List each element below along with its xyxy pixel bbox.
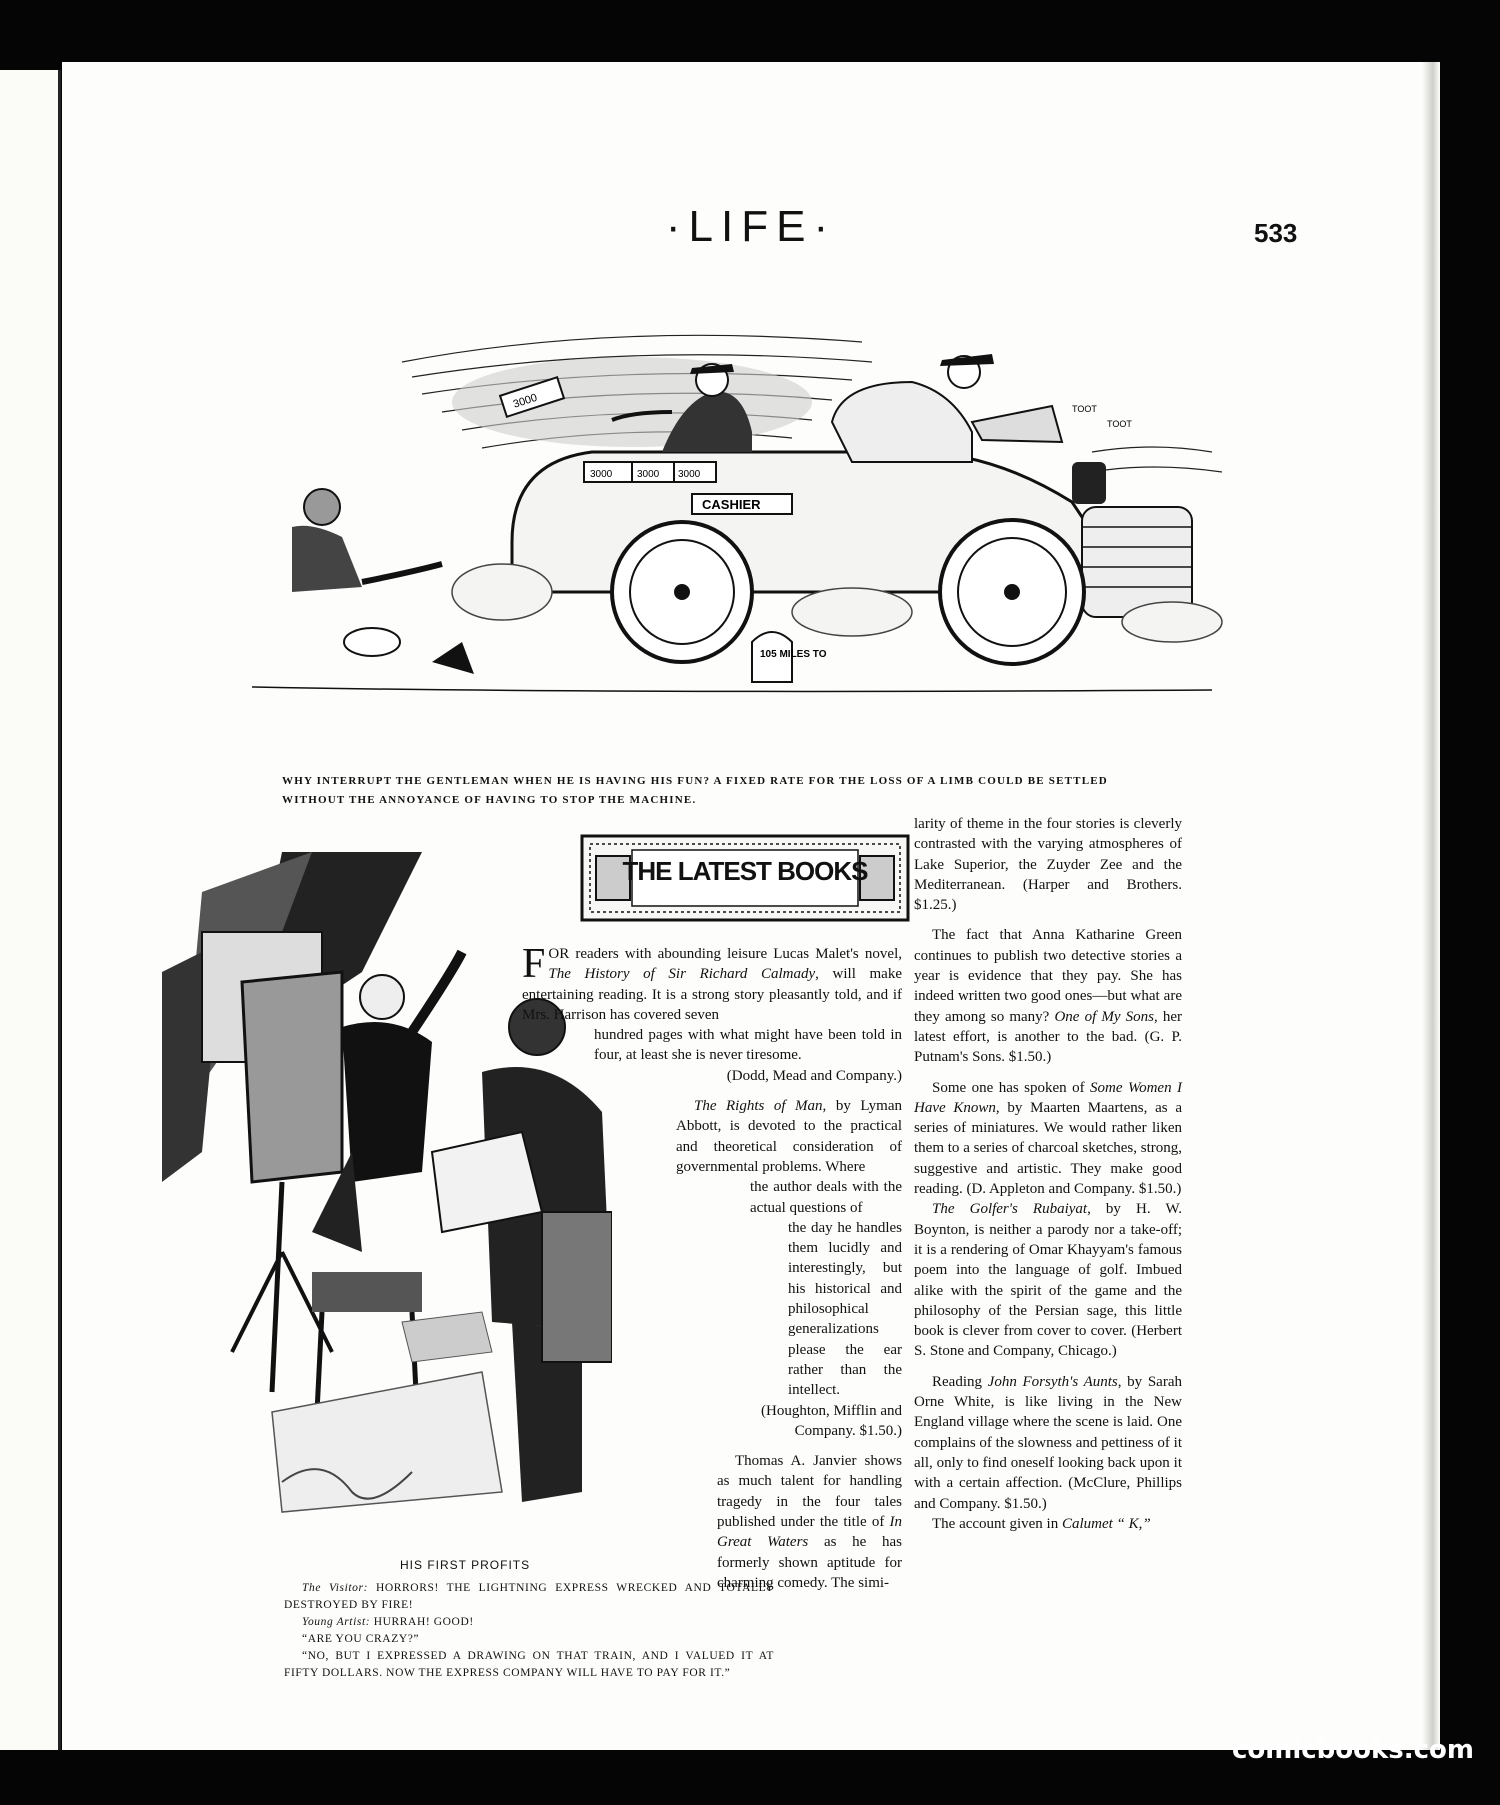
watermark: comicbooks.com	[1231, 1735, 1474, 1765]
review-paragraph: The Golfer's Rubaiyat, by H. W. Boynton, is neither a parody nor a take-off; it is a rendering of Omar Khayyam's famous poem into the language of golf. Imbued alike with the spirit of the game and the philosophy of the Persian sage, this little book is clever from cover to cover. (Herbert S. Stone and Company, Chicago.)	[914, 1201, 1182, 1360]
cash-box-label: 3000	[590, 469, 613, 480]
book-title: John Forsyth's Aunts	[987, 1373, 1118, 1390]
page-edge-shadow	[1422, 62, 1440, 1750]
page-number: 533	[1254, 218, 1298, 248]
publisher-note: (Dodd, Mead and Company.)	[726, 1067, 902, 1084]
review-paragraph: The account given in Calumet “ K,”	[932, 1515, 1151, 1532]
left-page-edge	[0, 70, 61, 1750]
magazine-page	[62, 62, 1440, 1750]
review-paragraph: FOR readers with abounding leisure Lucas Malet's novel, The History of Sir Richard Calmady, will make entertaining reading. It is a strong story pleasantly told, and if Mrs. Harrison has covered seven	[522, 941, 902, 1023]
milestone-label: 105 MILES TO	[760, 649, 827, 660]
dialog-line: “NO, BUT I EXPRESSED A DRAWING ON THAT TRAIN, AND I VALUED IT AT FIFTY DOLLARS. NOW THE EXPRESS COMPANY WILL HAVE TO PAY FOR IT.”	[284, 1650, 774, 1679]
book-title: The Rights of Man	[694, 1098, 823, 1115]
review-paragraph-continued: hundred pages with what might have been told in four, at least she is never tiresome.	[594, 1027, 902, 1064]
review-paragraph: The fact that Anna Katharine Green continues to publish two detective stories a year is evidence that they pay. She has indeed written two good ones—but what are they among so many? One of My Sons, her latest effort, is another to the bad. (G. P. Putnam's Sons. $1.50.)	[914, 927, 1182, 1066]
review-paragraph: Reading John Forsyth's Aunts, by Sarah Orne White, is like living in the New England village where the scene is laid. One complains of the slowness and pettiness of it all, only to find oneself looking back upon it with a certain affection. (McClure, Phillips and Company. $1.50.)	[914, 1373, 1182, 1512]
book-title: Some Women I Have Known	[914, 1079, 1183, 1116]
book-title: The History of Sir Richard Calmady	[548, 966, 816, 983]
caption-line-1: WHY INTERRUPT THE GENTLEMAN WHEN HE IS HAVING HIS FUN? A FIXED RATE FOR THE LOSS OF A LIMB COULD BE SETTLED	[282, 775, 1108, 787]
review-paragraph-continued: the author deals with the actual questions of	[750, 1179, 902, 1216]
horn-sound-text: TOOT	[1072, 404, 1097, 414]
dialog-line: The Visitor: HORRORS! THE LIGHTNING EXPRESS WRECKED AND TOTALLY DESTROYED BY FIRE!	[284, 1582, 774, 1611]
review-column-middle	[522, 941, 902, 1593]
drop-cap: F	[522, 941, 546, 987]
illustration-dialog	[284, 1580, 774, 1682]
dialog-line: Young Artist: HURRAH! GOOD!	[302, 1616, 474, 1628]
cartoon-caption	[282, 772, 1282, 810]
cash-box-label: 3000	[678, 469, 701, 480]
dialog-line: “ARE YOU CRAZY?”	[302, 1633, 420, 1645]
flying-banknote-label: 3000	[511, 391, 539, 411]
caption-line-2: WITHOUT THE ANNOYANCE OF HAVING TO STOP THE MACHINE.	[282, 794, 697, 806]
cash-box-label: 3000	[637, 469, 660, 480]
review-paragraph: Some one has spoken of Some Women I Have Known, by Maarten Maartens, as a series of miniatures. We would rather liken them to a series of charcoal sketches, strong, suggestive and artistic. They make good reading. (D. Appleton and Company. $1.50.)	[914, 1079, 1183, 1198]
review-paragraph: larity of theme in the four stories is cleverly contrasted with the varying atmospheres of Lake Superior, the Zuyder Zee and the Mediterranean. (Harper and Brothers. $1.25.)	[914, 816, 1182, 914]
review-paragraph: Thomas A. Janvier shows as much talent for handling tragedy in the four tales published under the title of In Great Waters as he has formerly shown aptitude for charming comedy. The simi-	[717, 1453, 902, 1591]
horn-sound-text: TOOT	[1107, 419, 1132, 429]
illustration-title: HIS FIRST PROFITS	[400, 1558, 531, 1572]
cashier-sign: CASHIER	[702, 497, 761, 512]
book-title: The Golfer's Rubaiyat	[932, 1201, 1088, 1218]
review-paragraph: The Rights of Man, by Lyman Abbott, is devoted to the practical and theoretical consideration of governmental problems. Where	[676, 1098, 902, 1175]
publisher-note: (Houghton, Mifflin and Company. $1.50.)	[761, 1402, 902, 1439]
review-column-right	[914, 814, 1182, 1534]
book-title: In Great Waters	[717, 1514, 902, 1551]
latest-books-header	[580, 834, 910, 922]
book-title: Calumet “ K,”	[1061, 1515, 1151, 1532]
review-paragraph-continued: the day he handles them lucidly and interestingly, but his historical and philosophical generalizations please the ear rather than the intellect.	[788, 1219, 902, 1399]
section-title: THE LATEST BOOKS	[622, 856, 868, 886]
car-cartoon-illustration	[212, 302, 1252, 722]
book-title: One of My Sons	[1054, 1008, 1154, 1025]
masthead: ·LIFE·	[665, 202, 837, 251]
